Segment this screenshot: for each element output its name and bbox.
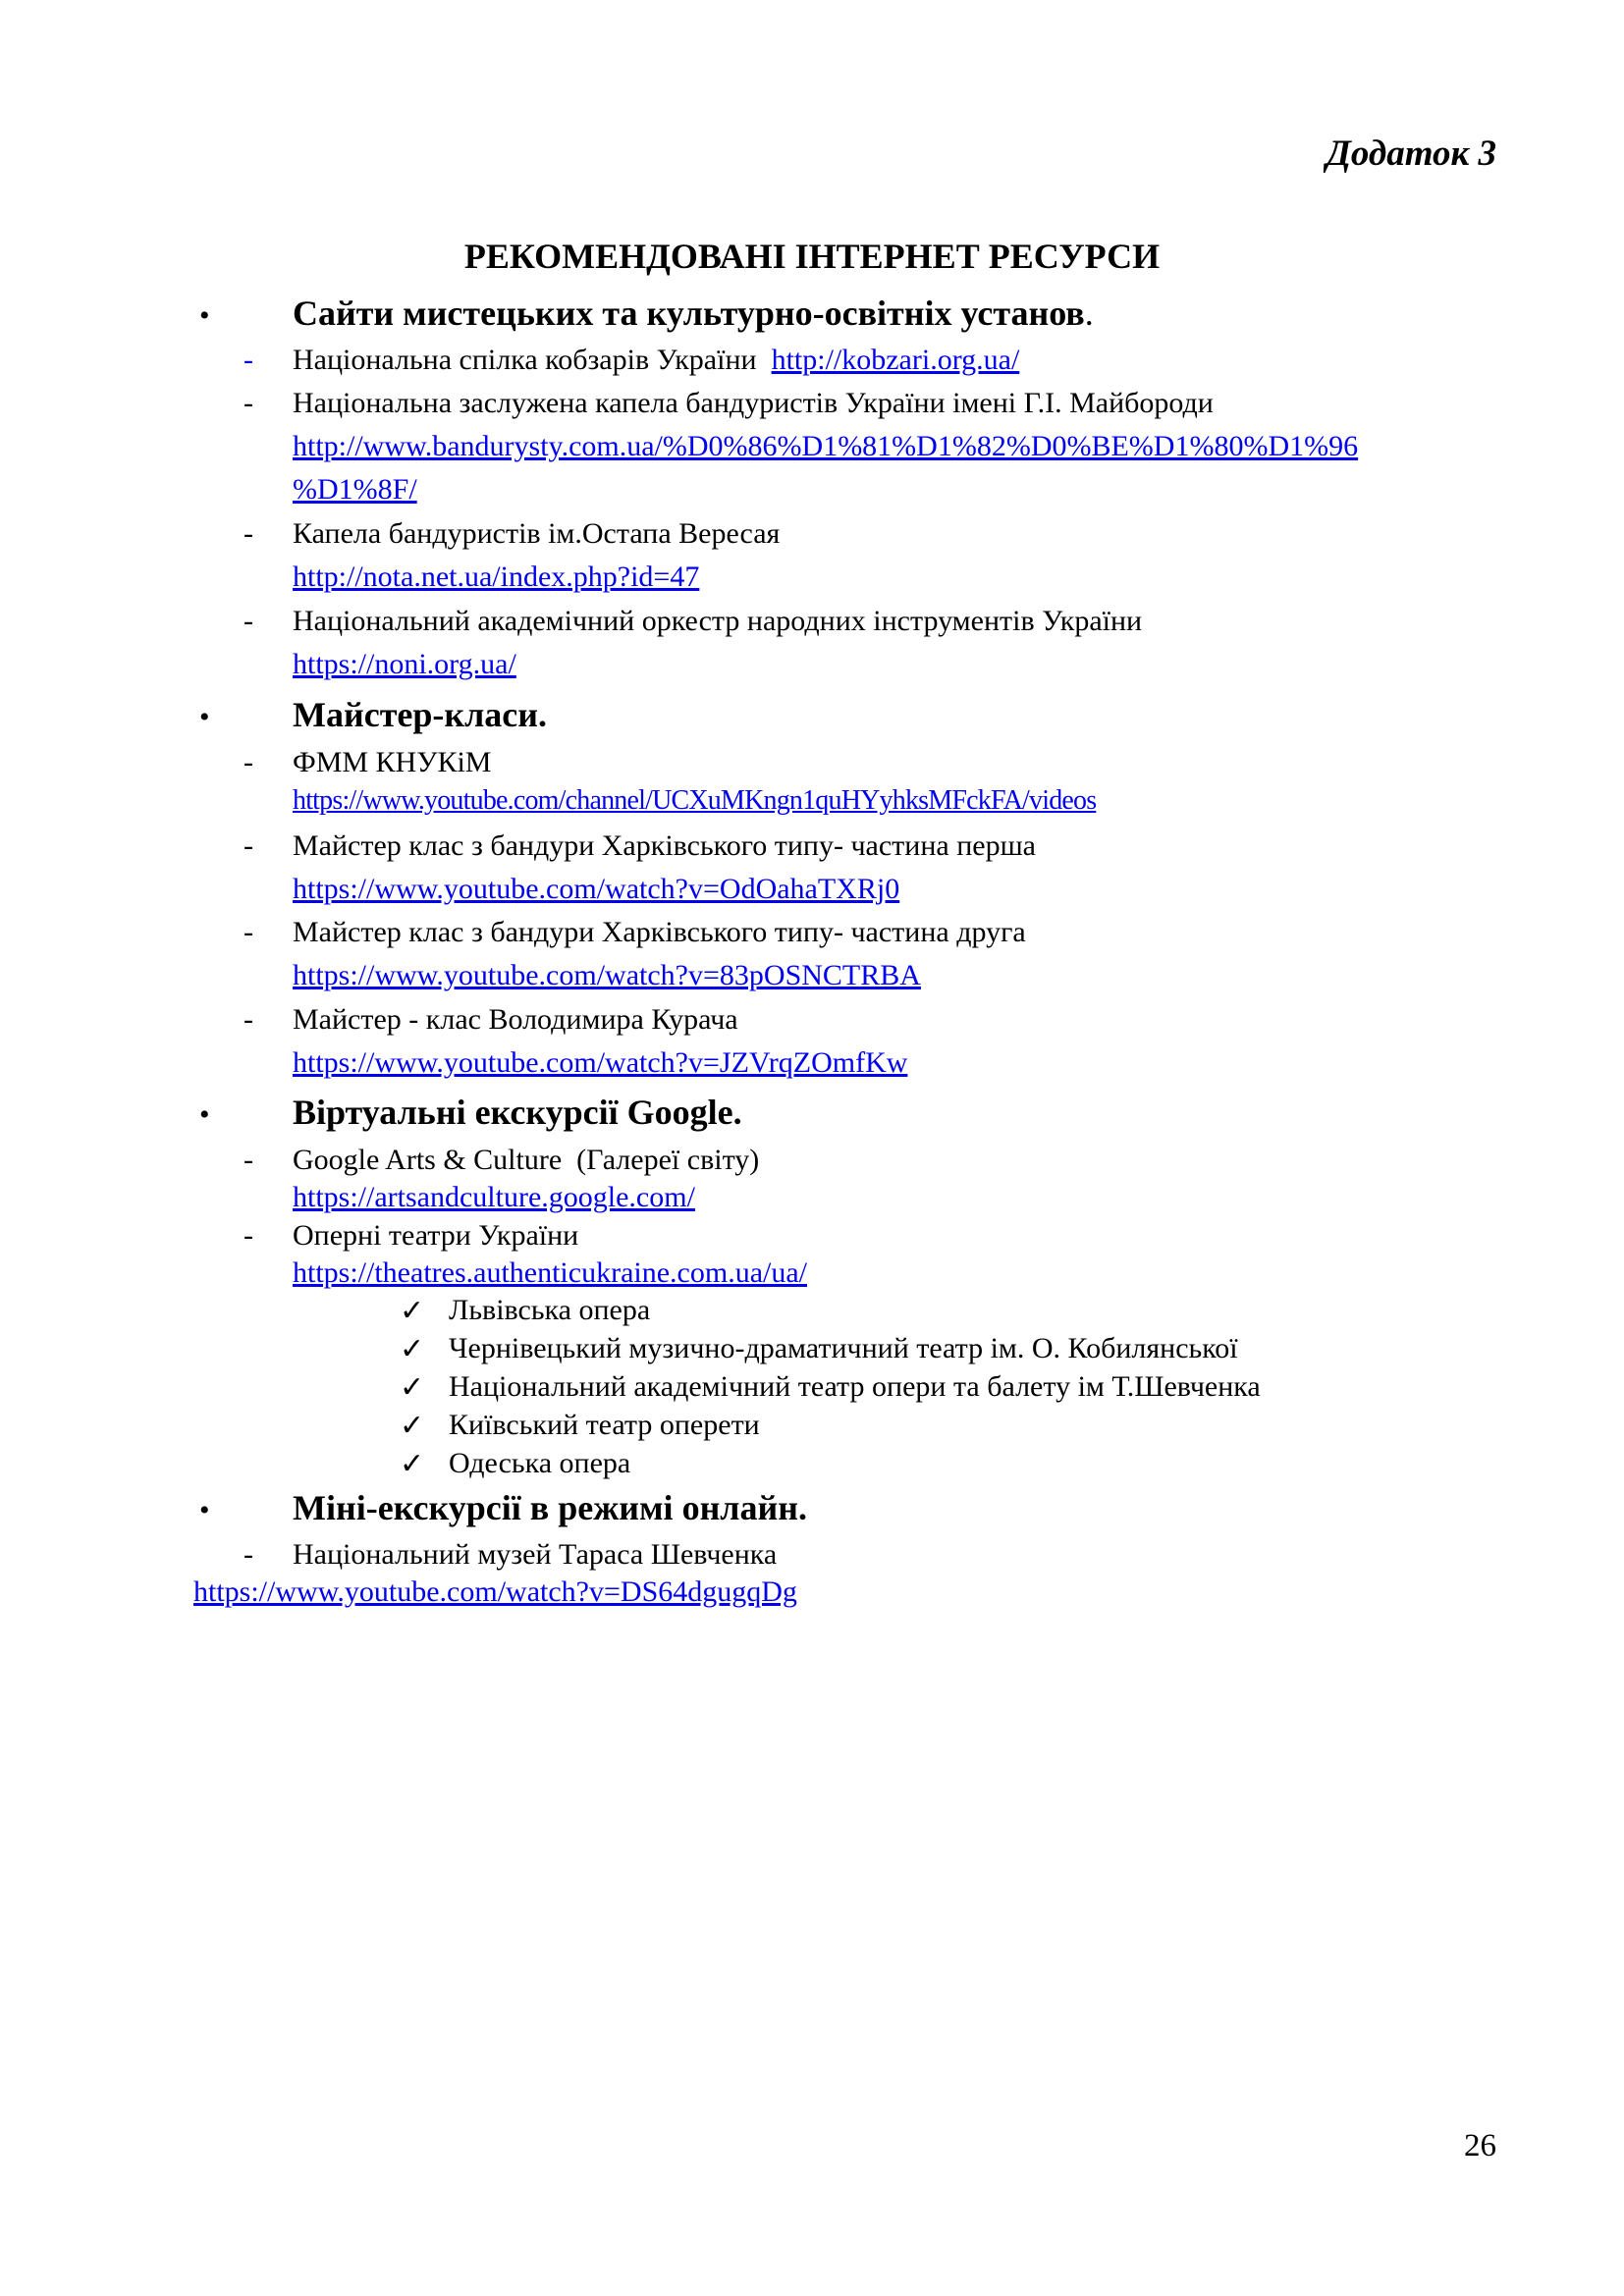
dash-icon: - (244, 829, 253, 862)
list-item-text: Майстер - клас Володимира Курача (293, 1003, 738, 1036)
page-number: 26 (1464, 2128, 1496, 2163)
dash-icon: - (244, 344, 253, 376)
resource-link[interactable]: https://artsandculture.google.com/ (293, 1181, 695, 1213)
resource-link[interactable]: https://theatres.authenticukraine.com.ua/ua/ (293, 1256, 807, 1289)
page-title: РЕКОМЕНДОВАНІ ІНТЕРНЕТ РЕСУРСИ (463, 237, 1161, 276)
dash-icon: - (244, 1538, 253, 1571)
resource-link[interactable]: %D1%8F/ (293, 473, 417, 506)
check-icon: ✓ (400, 1371, 425, 1404)
section-heading: Міні-екскурсії в режимі онлайн. (293, 1488, 807, 1527)
checklist-item: Національний академічний театр опери та балету ім Т.Шевченка (449, 1370, 1261, 1403)
list-item-text: Національна спілка кобзарів України http://kobzari.org.ua/ (293, 344, 1020, 376)
bullet-icon: • (199, 299, 210, 332)
list-item-text: Національний академічний оркестр народних інструментів України (293, 605, 1143, 637)
list-item-text: Національний музей Тараса Шевченка (293, 1538, 778, 1571)
resource-link[interactable]: http://nota.net.ua/index.php?id=47 (293, 561, 700, 593)
checklist-item: Чернівецький музично-драматичний театр ім. О. Кобилянської (449, 1332, 1238, 1364)
section-heading: Віртуальні екскурсії Google. (293, 1093, 742, 1132)
bullet-icon: • (199, 701, 210, 733)
list-item-text: Національна заслужена капела бандуристів України імені Г.І. Майбороди (293, 387, 1214, 419)
resource-link[interactable]: https://www.youtube.com/watch?v=JZVrqZOmfKw (293, 1046, 908, 1079)
resource-link[interactable]: http://kobzari.org.ua/ (771, 344, 1020, 376)
list-item-text: Google Arts & Culture (Галереї світу) (293, 1144, 760, 1176)
checklist-item: Львівська опера (449, 1294, 651, 1326)
resource-link[interactable]: https://www.youtube.com/channel/UCXuMKngn1quHYyhksMFckFA/videos (293, 785, 1097, 816)
dash-icon: - (244, 1144, 253, 1176)
resource-link[interactable]: https://noni.org.ua/ (293, 648, 516, 680)
dash-icon: - (244, 1219, 253, 1252)
dash-icon: - (244, 1003, 253, 1036)
resource-link[interactable]: https://www.youtube.com/watch?v=DS64dgugqDg (193, 1575, 797, 1608)
appendix-label: Додаток 3 (1326, 133, 1496, 174)
resource-link[interactable]: http://www.bandurysty.com.ua/%D0%86%D1%81%D1%82%D0%BE%D1%80%D1%96 (293, 430, 1359, 462)
check-icon: ✓ (400, 1448, 425, 1480)
dash-icon: - (244, 605, 253, 637)
section-heading: Майстер-класи. (293, 695, 548, 734)
list-item-text: Майстер клас з бандури Харківського типу- частина друга (293, 916, 1026, 948)
checklist-item: Одеська опера (449, 1447, 631, 1479)
check-icon: ✓ (400, 1410, 425, 1442)
bullet-icon: • (199, 1098, 210, 1131)
dash-icon: - (244, 517, 253, 550)
list-item-text: Оперні театри України (293, 1219, 579, 1252)
resource-link[interactable]: https://www.youtube.com/watch?v=OdOahaTXRj0 (293, 873, 900, 905)
resource-link[interactable]: https://www.youtube.com/watch?v=83pOSNCTRBA (293, 959, 921, 991)
bullet-icon: • (199, 1494, 210, 1526)
dash-icon: - (244, 916, 253, 948)
list-item-text: ФММ КНУКіМ (293, 746, 492, 778)
checklist-item: Київський театр оперети (449, 1409, 760, 1441)
list-item-text: Капела бандуристів ім.Остапа Вересая (293, 517, 781, 550)
check-icon: ✓ (400, 1333, 425, 1365)
check-icon: ✓ (400, 1295, 425, 1327)
dash-icon: - (244, 387, 253, 419)
section-heading: Сайти мистецьких та культурно-освітніх установ. (293, 294, 1094, 333)
dash-icon: - (244, 746, 253, 778)
list-item-text: Майстер клас з бандури Харківського типу- частина перша (293, 829, 1037, 862)
